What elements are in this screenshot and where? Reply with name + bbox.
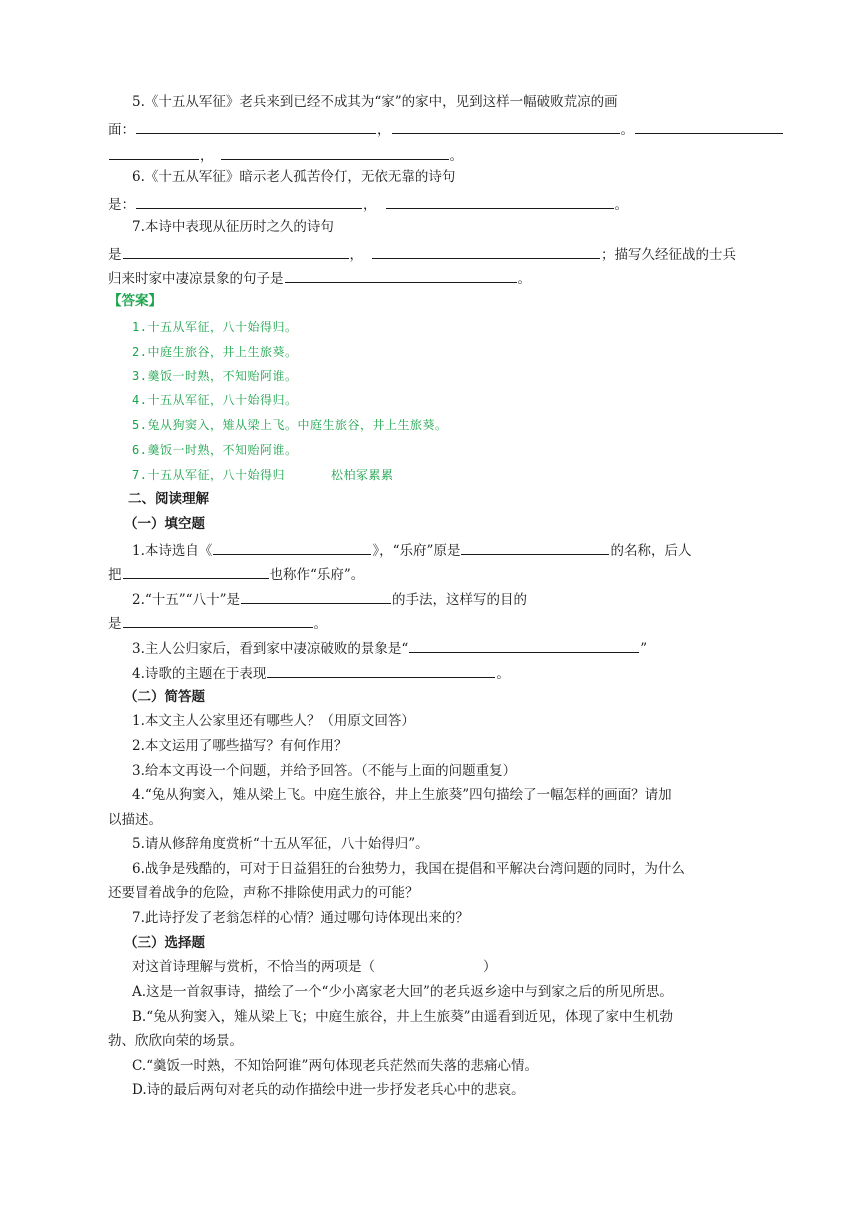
- answer-blank[interactable]: [392, 119, 620, 134]
- answer-blank[interactable]: [221, 145, 449, 160]
- option-b-line-2: 勃、欣欣向荣的场景。: [108, 1033, 243, 1049]
- question-7-line-1: 7.本诗中表现从征历时之久的诗句: [132, 219, 334, 235]
- question-6-line-1: 6.《十五从军征》暗示老人孤苦伶仃，无依无靠的诗句: [132, 169, 456, 185]
- short-question-7: 7.此诗抒发了老翁怎样的心情？通过哪句诗体现出来的？: [132, 910, 469, 926]
- answer-blank[interactable]: [409, 638, 639, 653]
- short-question: 1.本文主人公家里还有哪些人？（用原文回答）: [132, 713, 415, 729]
- fill-2-line-1: 2.“十五”“八十”是 的手法，这样写的目的: [108, 589, 782, 609]
- answer-item: 6.羹饭一时熟，不知贻阿谁。: [132, 443, 298, 457]
- answer-blank[interactable]: [136, 194, 362, 209]
- answer-item: 5.兔从狗窦入，雉从梁上飞。中庭生旅谷，井上生旅葵。: [132, 418, 448, 432]
- option-d: D.诗的最后两句对老兵的动作描绘中进一步抒发老兵心中的悲哀。: [132, 1082, 525, 1098]
- question-6-line-2: 是： ， 。: [108, 194, 758, 214]
- short-question: 2.本文运用了哪些描写？有何作用？: [132, 738, 348, 754]
- question-5-line-3: ， 。: [108, 145, 758, 165]
- answer-blank[interactable]: [635, 119, 783, 134]
- answer-item: 1.十五从军征，八十始得归。: [132, 320, 298, 334]
- short-question-5: 5.请从修辞角度赏析“十五从军征，八十始得归”。: [132, 836, 429, 852]
- short-question-4-line-1: 4.“兔从狗窦入，雉从梁上飞。中庭生旅谷，井上生旅葵”四句描绘了一幅怎样的画面？请加: [132, 787, 672, 803]
- question-7-line-3: 归来时家中凄凉景象的句子是 。: [108, 268, 758, 288]
- answer-blank[interactable]: [461, 540, 609, 555]
- answer-item: 7.十五从军征，八十始得归 松柏冢累累: [132, 468, 394, 482]
- fill-3: 3.主人公归家后，看到家中凄凉破败的景象是“ ”: [108, 638, 782, 658]
- answer-blank[interactable]: [123, 613, 313, 628]
- fill-2-line-2: 是 。: [108, 613, 758, 633]
- fill-1-line-2: 把 也称作“乐府”。: [108, 564, 758, 584]
- short-question-4-line-2: 以描述。: [108, 812, 162, 828]
- fill-4: 4.诗歌的主题在于表现 。: [108, 663, 782, 683]
- option-a: A.这是一首叙事诗，描绘了一个“少小离家老大回”的老兵返乡途中与到家之后的所见所思。: [132, 984, 673, 1000]
- answer-item: 3.羹饭一时熟，不知贻阿谁。: [132, 369, 298, 383]
- answer-blank[interactable]: [285, 268, 517, 283]
- answer-item: 4.十五从军征，八十始得归。: [132, 393, 298, 407]
- answer-blank[interactable]: [372, 244, 600, 259]
- answer-blank[interactable]: [241, 589, 391, 604]
- answers-heading: 【答案】: [108, 293, 162, 309]
- option-b-line-1: B.“兔从狗窦入，雉从梁上飞；中庭生旅谷，井上生旅葵”由遥看到近见，体现了家中生机勃: [132, 1009, 674, 1025]
- answer-blank[interactable]: [109, 145, 199, 160]
- answer-blank[interactable]: [267, 663, 495, 678]
- short-question-6-line-1: 6.战争是残酷的，可对于日益猖狂的台独势力，我国在提倡和平解决台湾问题的同时，为什么: [132, 861, 685, 877]
- part-2-title: （二）简答题: [124, 689, 205, 705]
- answer-item: 2.中庭生旅谷，井上生旅葵。: [132, 345, 298, 359]
- choice-stem: 对这首诗理解与赏析，不恰当的两项是（ ）: [132, 959, 497, 975]
- answer-blank[interactable]: [123, 244, 349, 259]
- short-question-6-line-2: 还要冒着战争的危险，声称不排除使用武力的可能？: [108, 885, 419, 901]
- question-7-line-2: 是 ， ；描写久经征战的士兵: [108, 244, 758, 264]
- answer-blank[interactable]: [136, 119, 376, 134]
- short-question: 3.给本文再设一个问题，并给予回答。（不能与上面的问题重复）: [132, 763, 517, 779]
- answer-blank[interactable]: [123, 564, 269, 579]
- fill-1-line-1: 1.本诗选自《 》，“乐府”原是 的名称，后人: [108, 540, 782, 560]
- answer-blank[interactable]: [386, 194, 614, 209]
- part-3-title: （三）选择题: [124, 935, 205, 951]
- question-5-line-2: 面： ， 。: [108, 119, 758, 139]
- answer-blank[interactable]: [213, 540, 371, 555]
- part-1-title: （一）填空题: [124, 516, 205, 532]
- section-2-title: 二、阅读理解: [128, 491, 209, 507]
- question-5-line-1: 5.《十五从军征》老兵来到已经不成其为“家”的家中，见到这样一幅破败荒凉的画: [132, 94, 618, 110]
- option-c: C.“羹饭一时熟，不知饴阿谁”两句体现老兵茫然而失落的悲痛心情。: [132, 1058, 538, 1074]
